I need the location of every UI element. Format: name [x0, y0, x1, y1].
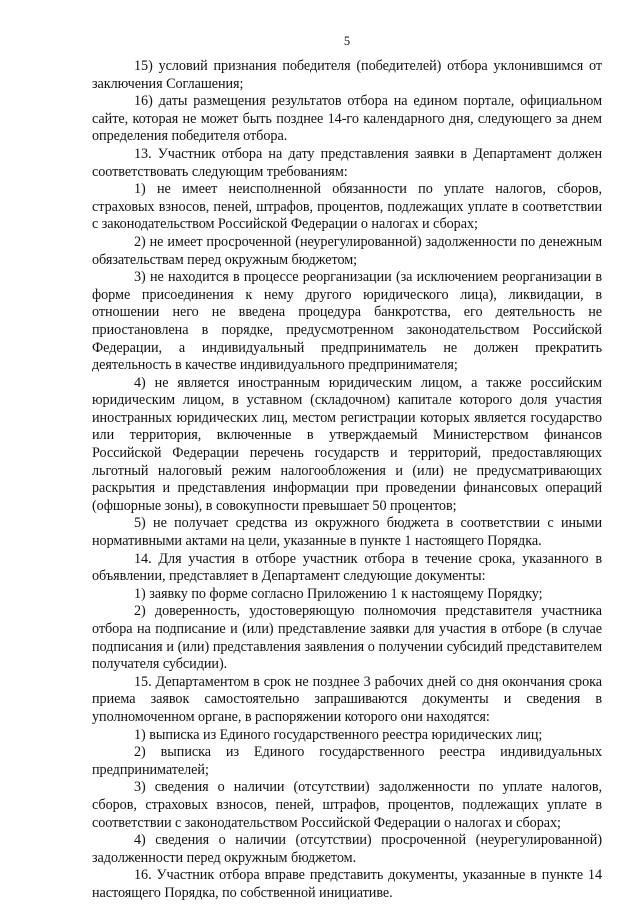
paragraph: 5) не получает средства из окружного бюджета в соответствии с иными нормативными актами на цели, указанные в пункте 1 настоящего Порядка.: [92, 515, 602, 550]
paragraph: 2) выписка из Единого государственного реестра индивидуальных предпринимателей;: [92, 744, 602, 778]
paragraph: 13. Участник отбора на дату представления заявки в Департамент должен соответствовать следующим требованиям:: [92, 145, 602, 180]
paragraph: 16. Участник отбора вправе представить документы, указанные в пункте 14 настоящего Порядка, по собственной инициативе.: [92, 867, 602, 901]
paragraph: 2) доверенность, удостоверяющую полномочия представителя участника отбора на подписание и (или) представление заявки для участия в отборе (в случае подписания и (или) представления заявления о получении субсидий представителем получателя субсидии).: [92, 603, 602, 673]
paragraph: 3) сведения о наличии (отсутствии) задолженности по уплате налогов, сборов, страховых взносов, пеней, штрафов, процентов, подлежащих уплате в соответствии с законодательством Российской Федерации о налогах и сборах;: [92, 779, 602, 831]
paragraph: 1) заявку по форме согласно Приложению 1 к настоящему Порядку;: [134, 585, 543, 602]
paragraph: 14. Для участия в отборе участник отбора в течение срока, указанного в объявлении, представляет в Департамент следующие документы:: [92, 550, 602, 585]
paragraph: 2) не имеет просроченной (неурегулированной) задолженности по денежным обязательствам перед окружным бюджетом;: [92, 233, 602, 268]
paragraph: 1) не имеет неисполненной обязанности по уплате налогов, сборов, страховых взносов, пеней, штрафов, процентов, подлежащих уплате в соответствии с законодательством Российской Федерации о налогах и сборах;: [92, 181, 602, 233]
paragraph: 4) не является иностранным юридическим лицом, а также российским юридическим лицом, в уставном (складочном) капитале которого доля участия иностранных юридических лиц, местом регистрации которых является государство или территория, включенные в утверждаемый Министерством финансов Российской Федерации перечень государств и территорий, предоставляющих льготный налоговый режим налогообложения и (или) не предусматривающих раскрытия и представления информации при проведении финансовых операций (офшорные зоны), в совокупности превышает 50 процентов;: [92, 374, 602, 514]
paragraph: 4) сведения о наличии (отсутствии) просроченной (неурегулированной) задолженности перед окружным бюджетом.: [92, 832, 602, 866]
paragraph: 3) не находится в процессе реорганизации (за исключением реорганизации в форме присоединения к нему другого юридического лица), ликвидации, в отношении него не введена процедура банкротства, его деятельность не приостановлена в порядке, предусмотренном законодательством Российской Федерации, а индивидуальный предприниматель не должен прекратить деятельность в качестве индивидуального предпринимателя;: [92, 269, 602, 374]
paragraph: 1) выписка из Единого государственного реестра юридических лиц;: [134, 726, 543, 743]
paragraph: 15. Департаментом в срок не позднее 3 рабочих дней со дня окончания срока приема заявок самостоятельно запрашиваются документы и сведения в уполномоченном органе, в распоряжении которого они находятся:: [92, 673, 602, 725]
paragraph: 15) условий признания победителя (победителей) отбора уклонившимся от заключения Соглашения;: [92, 58, 602, 92]
paragraph: 16) даты размещения результатов отбора на едином портале, официальном сайте, которая не может быть позднее 14-го календарного дня, следующего за днем определения победителя отбора.: [92, 93, 602, 145]
page-number: 5: [343, 34, 351, 48]
document-body: [92, 58, 602, 903]
